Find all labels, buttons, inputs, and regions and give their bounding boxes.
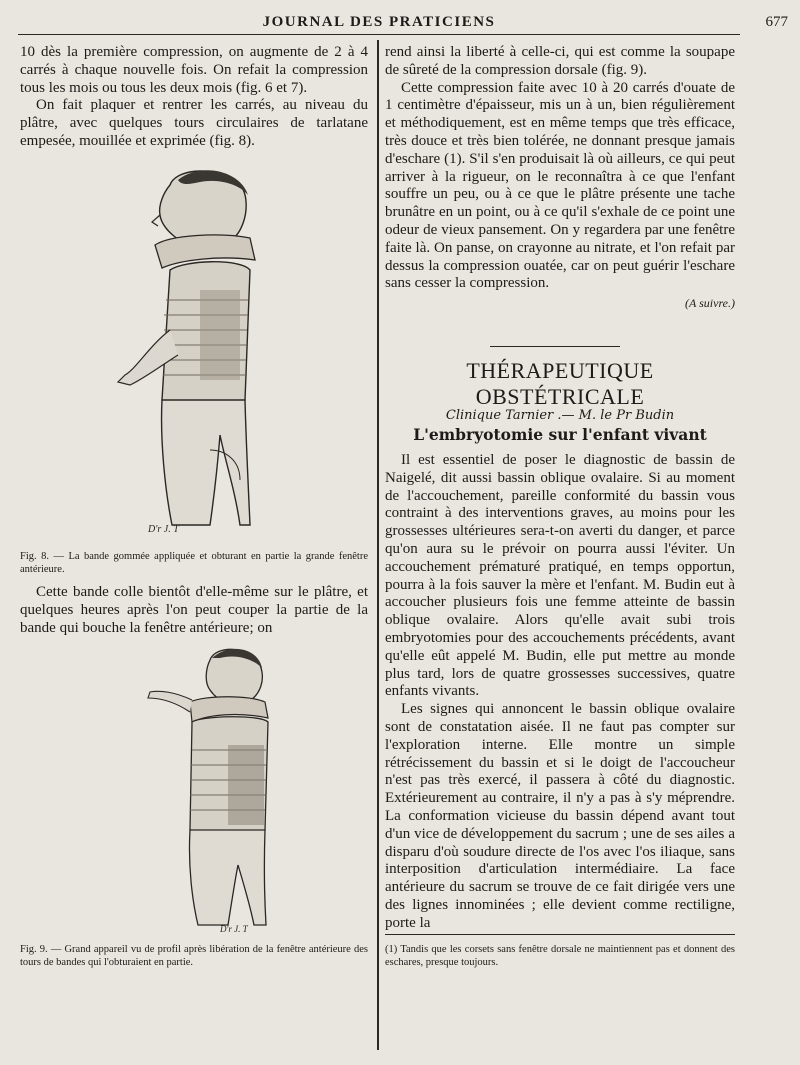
left-paragraph-1: 10 dès la première compression, on augmente de 2 à 4 carrés à chaque nouvelle fois. On refait la compression tous les mois ou tous les deux mois (fig. 6 et 7). <box>20 44 368 96</box>
right-paragraph-2: Cette compression faite avec 10 à 20 carrés d'ouate de 1 centimètre d'épaisseur, mis un à un, bien régulièrement et méthodiquement, est en même temps que très efficace, très douce et très bien tolérée, ne donnant presque jamais d'eschare (1). S'il s'en produisait là où ailleurs, ce qui peut arriver à la rigueur, on le reconnaîtra à ce que l'enfant souffre un peu, ou à ce que le plâtre présente une tache brunâtre en un point, ou à ce qu'il s'exhale de ce point une odeur de vieux pansement. On y regardera par une fenêtre faite là. On panse, on crayonne au nitrate, et l'on refait par dessus la compression ouatée, car on peut guérir l'eschare sans cesser la compression. <box>385 79 735 292</box>
right-paragraph-1: rend ainsi la liberté à celle-ci, qui est comme la soupape de sûreté de la compression dorsale (fig. 9). <box>385 44 735 78</box>
a-suivre: (A suivre.) <box>685 296 735 311</box>
article-body <box>385 452 735 933</box>
right-column <box>385 44 735 313</box>
figure-9-illustration <box>120 640 360 940</box>
figure-8-caption: Fig. 8. — La bande gommée appliquée et obturant en partie la grande fenêtre antérieure. <box>20 551 368 575</box>
section-title: THÉRAPEUTIQUE OBSTÉTRICALE <box>466 358 654 409</box>
figure-9-signature: D'r J. T <box>220 924 248 934</box>
figure-8-drawing <box>100 160 360 545</box>
left-paragraph-3: Cette bande colle bientôt d'elle-même sur le plâtre, et quelques heures après l'on peut couper la partie de la bande qui bouche la fenêtre antérieure; on <box>20 584 368 636</box>
left-continuation <box>20 584 368 637</box>
fig9-caption-block <box>20 944 368 969</box>
right-paragraph-3: Il est essentiel de poser le diagnostic de bassin de Naigelé, dit aussi bassin oblique ovalaire. Si au moment de l'accouchement, pareille conformité du bassin vous contraint à des interventions graves, au moins pour les grossesses ultérieures sera-t-on averti du danger, et parce qu'on aura su le prévoir on pourra aussi l'éviter. Un accouchement prématuré pratiqué, en temps opportun, pourra à la fois sauver la mère et l'enfant. M. Budin eut à accoucher plusieurs fois une femme atteinte de bassin oblique ovalaire. Alors qu'elle avait subi trois embryotomies pour des accouchements précédents, avant qu'elle eût appelé M. Budin, elle put mettre au monde plus tard, lors de quatre grossesses successives, quatre enfants vivants. <box>385 452 735 700</box>
right-paragraph-4: Les signes qui annoncent le bassin oblique ovalaire sont de constatation aisée. Il ne faut pas compter sur l'exploration interne. Elle montre un simple rétrécissement du bassin et si le doigt de l'accoucheur n'est pas très exercé, il passera à côté du diagnostic. Extérieurement au contraire, il n'y a pas à s'y méprendre. La conformation vicieuse du bassin dépend avant tout d'un vice de développement du sacrum ; une de ses ailes a disparu d'où soudure directe de l'os avec l'os iliaque, sans interposition d'articulation intermédiaire. La face antérieure du sacrum se trouve de ce fait dirigée vers une des lignes innominées ; elle devient comme rectiligne, porte la <box>385 701 735 931</box>
section-rule-top <box>490 346 620 347</box>
fig8-caption-block <box>20 551 368 576</box>
left-paragraph-2: On fait plaquer et rentrer les carrés, au niveau du plâtre, avec quelques tours circulaires de tarlatane empesée, mouillée et exprimée (fig. 8). <box>20 97 368 149</box>
article-title: L'embryotomie sur l'enfant vivant <box>413 425 707 444</box>
footnote-block <box>385 944 735 969</box>
left-column <box>20 44 368 151</box>
figure-8-illustration <box>100 160 360 545</box>
section-heading-block <box>385 358 735 410</box>
figure-8-signature: D'r J. T <box>148 524 179 535</box>
journal-title: JOURNAL DES PRATICIENS <box>262 14 496 30</box>
page-number: 677 <box>765 14 788 30</box>
footnote: (1) Tandis que les corsets sans fenêtre dorsale ne maintiennent pas et donnent des eschares, presque toujours. <box>385 944 735 968</box>
article-heading-block <box>385 408 735 444</box>
figure-9-caption: Fig. 9. — Grand appareil vu de profil après libération de la fenêtre antérieure des tours de bandes qui l'obturaient en partie. <box>20 944 368 968</box>
footnote-rule <box>385 934 735 935</box>
clinique-line: Clinique Tarnier .— M. le Pr Budin <box>445 408 675 423</box>
column-divider <box>377 40 379 1050</box>
figure-9-drawing <box>120 640 360 940</box>
running-header <box>18 8 788 35</box>
